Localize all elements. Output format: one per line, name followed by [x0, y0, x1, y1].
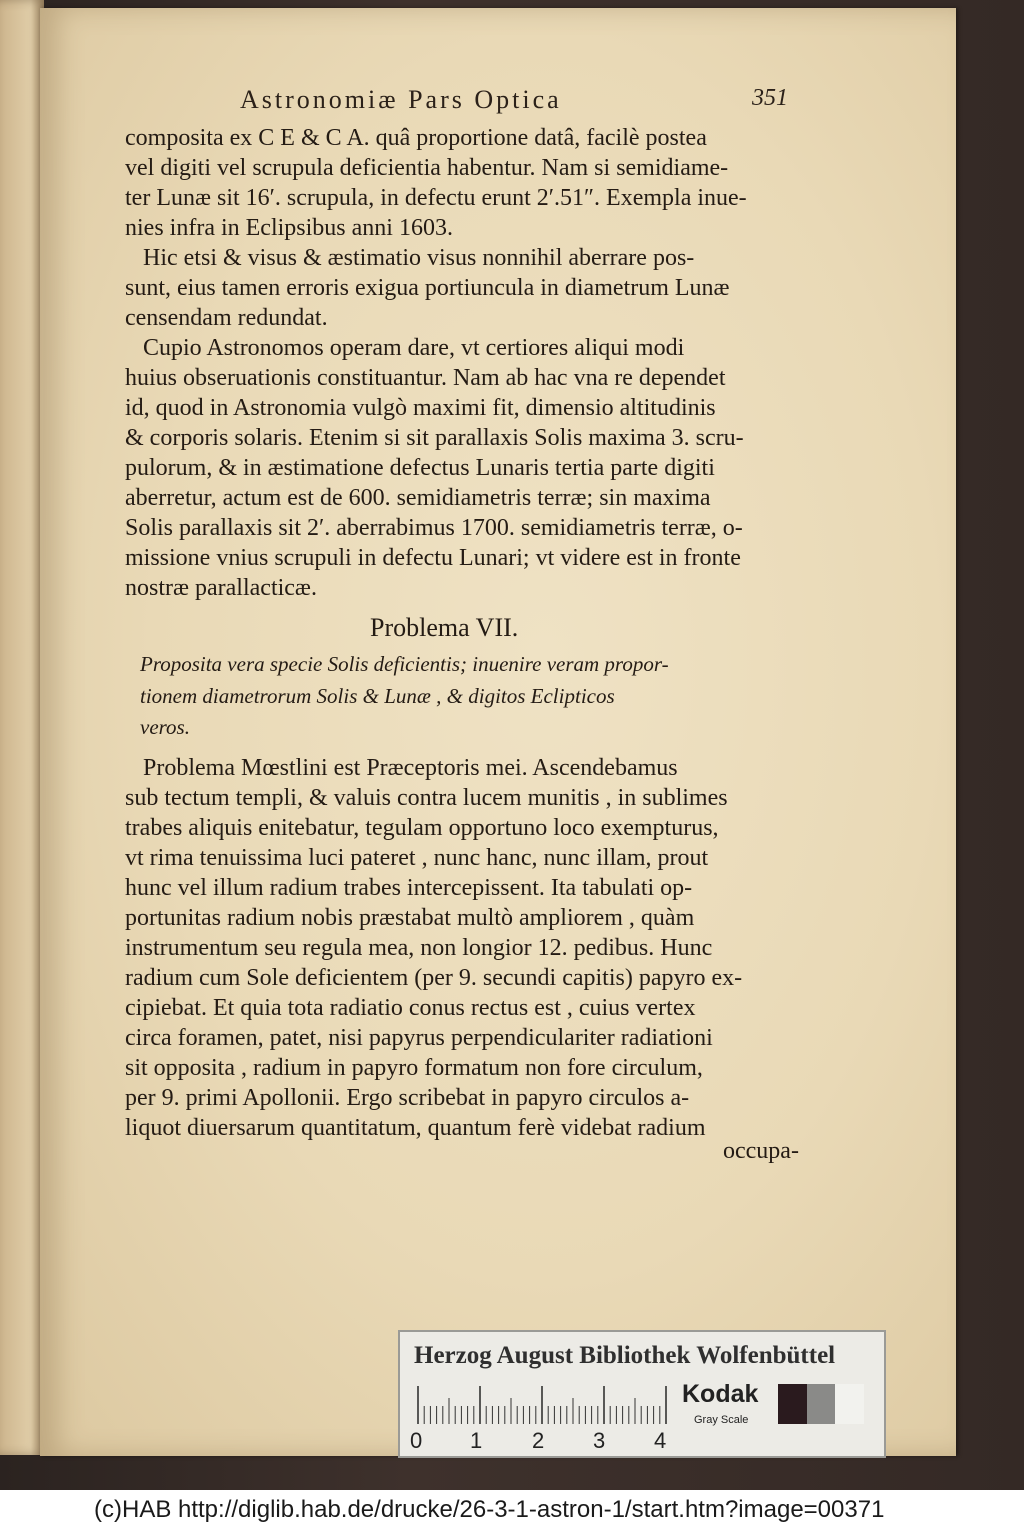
- text-line: circa foramen, patet, nisi papyrus perpendiculariter radiationi: [125, 1025, 713, 1051]
- text-line: Hic etsi & visus & æstimatio visus nonnihil aberrare pos-: [143, 245, 695, 271]
- gray-patches: [778, 1384, 864, 1424]
- text-line: huius obseruationis constituantur. Nam ab hac vna re dependet: [125, 365, 726, 391]
- ruler-scale: [416, 1384, 672, 1424]
- facing-page-edge: [0, 0, 44, 1455]
- ruler-number: 0: [410, 1428, 423, 1453]
- problem-statement-line: tionem diametrorum Solis & Lunæ , & digitos Eclipticos: [140, 684, 615, 708]
- problem-statement-line: Proposita vera specie Solis deficientis; inuenire veram propor-: [140, 652, 669, 676]
- ruler-number: 4: [654, 1428, 667, 1453]
- problem-title: Problema VII.: [370, 613, 519, 642]
- text-line: per 9. primi Apollonii. Ergo scribebat in papyro circulos a-: [125, 1085, 690, 1111]
- ruler-numbers: [410, 1428, 680, 1456]
- gray-patch-light: [835, 1384, 864, 1424]
- text-line: pulorum, & in æstimatione defectus Lunaris tertia parte digiti: [125, 455, 715, 481]
- running-title: Astronomiæ Pars Optica: [240, 85, 562, 114]
- text-line: sunt, eius tamen erroris exigua portiuncula in diametrum Lunæ: [125, 275, 730, 301]
- text-line: liquot diuersarum quantitatum, quantum ferè videbat radium: [125, 1115, 706, 1141]
- text-line: cipiebat. Et quia tota radiatio conus rectus est , cuius vertex: [125, 995, 696, 1021]
- text-line: vel digiti vel scrupula deficientia habentur. Nam si semidiame-: [125, 155, 729, 181]
- text-line: censendam redundat.: [125, 305, 328, 331]
- catchword: occupa-: [723, 1138, 799, 1164]
- text-line: portunitas radium nobis præstabat multò ampliorem , quàm: [125, 905, 695, 931]
- book-page: [40, 8, 956, 1456]
- text-line: trabes aliquis enitebatur, tegulam opportuno loco exempturus,: [125, 815, 719, 841]
- gray-patch-dark: [778, 1384, 807, 1424]
- problem-statement-line: veros.: [140, 715, 190, 739]
- gray-patch-mid: [807, 1384, 836, 1424]
- gray-scale-caption: Gray Scale: [694, 1414, 749, 1426]
- kodak-logo: Kodak: [682, 1380, 759, 1408]
- text-line: composita ex C E & C A. quâ proportione datâ, facilè postea: [125, 125, 707, 151]
- ruler-number: 2: [532, 1428, 545, 1453]
- text-line: instrumentum seu regula mea, non longior 12. pedibus. Hunc: [125, 935, 713, 961]
- library-label: Herzog August Bibliothek Wolfenbüttel: [414, 1342, 836, 1369]
- page-number: 351: [752, 85, 788, 111]
- library-scale-strip: [398, 1330, 886, 1458]
- text-line: nies infra in Eclipsibus anni 1603.: [125, 215, 453, 241]
- text-line: Solis parallaxis sit 2′. aberrabimus 1700. semidiametris terræ, o-: [125, 515, 743, 541]
- text-line: & corporis solaris. Etenim si sit parallaxis Solis maxima 3. scru-: [125, 425, 744, 451]
- ruler-number: 3: [593, 1428, 606, 1453]
- text-line: radium cum Sole deficientem (per 9. secundi capitis) papyro ex-: [125, 965, 743, 991]
- text-line: Cupio Astronomos operam dare, vt certiores aliqui modi: [143, 335, 685, 361]
- text-line: ter Lunæ sit 16′. scrupula, in defectu erunt 2′.51″. Exempla inue-: [125, 185, 747, 211]
- text-line: aberretur, actum est de 600. semidiametris terræ; sin maxima: [125, 485, 711, 511]
- text-line: nostræ parallacticæ.: [125, 575, 317, 601]
- text-line: hunc vel illum radium trabes intercepissent. Ita tabulati op-: [125, 875, 693, 901]
- text-line: missione vnius scrupuli in defectu Lunari; vt videre est in fronte: [125, 545, 741, 571]
- copyright-url: (c)HAB http://diglib.hab.de/drucke/26-3-1-astron-1/start.htm?image=00371: [94, 1496, 885, 1523]
- text-line: id, quod in Astronomia vulgò maximi fit, dimensio altitudinis: [125, 395, 716, 421]
- text-line: Problema Mœstlini est Præceptoris mei. Ascendebamus: [143, 755, 678, 781]
- text-line: sub tectum templi, & valuis contra lucem munitis , in sublimes: [125, 785, 728, 811]
- footer-bar: [0, 1490, 1024, 1533]
- ruler-number: 1: [470, 1428, 483, 1453]
- text-line: vt rima tenuissima luci pateret , nunc hanc, nunc illam, prout: [125, 845, 709, 871]
- text-line: sit opposita , radium in papyro formatum non fore circulum,: [125, 1055, 703, 1081]
